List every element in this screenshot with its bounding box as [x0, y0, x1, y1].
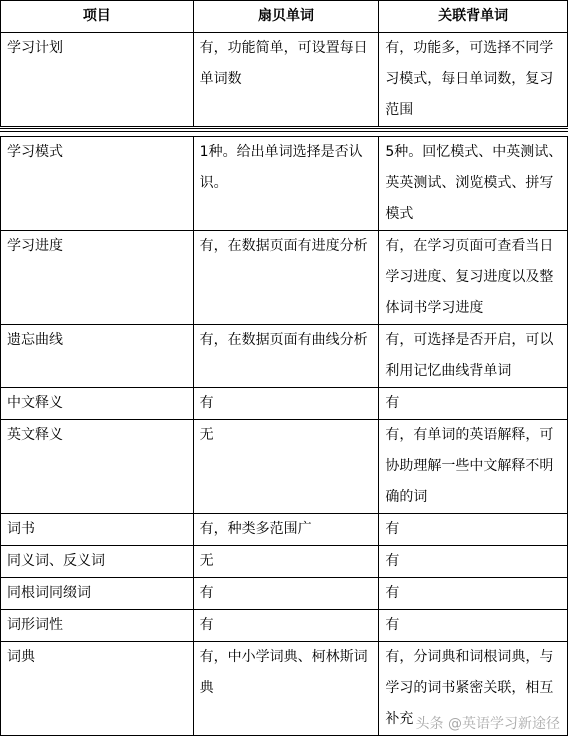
row-label: 英文释义	[1, 420, 194, 514]
table-row	[1, 231, 568, 325]
header-guanlian: 关联背单词	[379, 1, 568, 33]
shanbay-cell: 有，功能简单，可设置每日单词数	[193, 33, 379, 127]
table-row	[1, 546, 568, 578]
row-label: 学习计划	[1, 33, 194, 127]
row-label: 学习模式	[1, 137, 194, 231]
guanlian-cell: 有	[379, 546, 568, 578]
row-label: 同根词同缀词	[1, 578, 194, 610]
row-label: 遗忘曲线	[1, 325, 194, 388]
shanbay-cell: 有	[193, 578, 379, 610]
table-row	[1, 137, 568, 231]
guanlian-cell: 有，在学习页面可查看当日学习进度、复习进度以及整体词书学习进度	[379, 231, 568, 325]
watermark: 头条 @英语学习新途径	[414, 713, 562, 733]
shanbay-cell: 无	[193, 420, 379, 514]
header-shanbay: 扇贝单词	[193, 1, 379, 33]
table-row	[1, 514, 568, 546]
table-row	[1, 388, 568, 420]
table-row	[1, 420, 568, 514]
shanbay-cell: 1种。给出单词选择是否认识。	[193, 137, 379, 231]
row-label: 中文释义	[1, 388, 194, 420]
table-row	[1, 325, 568, 388]
guanlian-cell: 有	[379, 610, 568, 642]
shanbay-cell: 有，在数据页面有进度分析	[193, 231, 379, 325]
shanbay-cell: 有，种类多范围广	[193, 514, 379, 546]
shanbay-cell: 有	[193, 388, 379, 420]
guanlian-cell: 有	[379, 388, 568, 420]
header-item: 项目	[1, 1, 194, 33]
guanlian-cell: 有，分词典和词根词典，与学习的词书紧密关联，相互补充	[379, 642, 568, 736]
table-row	[1, 33, 568, 127]
table-break-line	[0, 128, 568, 129]
guanlian-cell: 5种。回忆模式、中英测试、英英测试、浏览模式、拼写模式	[379, 137, 568, 231]
shanbay-cell: 有，中小学词典、柯林斯词典	[193, 642, 379, 736]
comparison-table-main	[0, 136, 568, 736]
shanbay-cell: 有	[193, 610, 379, 642]
shanbay-cell: 有，在数据页面有曲线分析	[193, 325, 379, 388]
row-label: 同义词、反义词	[1, 546, 194, 578]
shanbay-cell: 无	[193, 546, 379, 578]
row-label: 词典	[1, 642, 194, 736]
guanlian-cell: 有	[379, 578, 568, 610]
row-label: 词书	[1, 514, 194, 546]
row-label: 学习进度	[1, 231, 194, 325]
header-row	[1, 1, 568, 33]
row-label: 词形词性	[1, 610, 194, 642]
table-break-line	[0, 131, 568, 132]
table-row	[1, 610, 568, 642]
guanlian-cell: 有，可选择是否开启，可以利用记忆曲线背单词	[379, 325, 568, 388]
guanlian-cell: 有，有单词的英语解释，可协助理解一些中文解释不明确的词	[379, 420, 568, 514]
comparison-table-top	[0, 0, 568, 127]
guanlian-cell: 有	[379, 514, 568, 546]
guanlian-cell: 有，功能多，可选择不同学习模式，每日单词数，复习范围	[379, 33, 568, 127]
table-row	[1, 578, 568, 610]
